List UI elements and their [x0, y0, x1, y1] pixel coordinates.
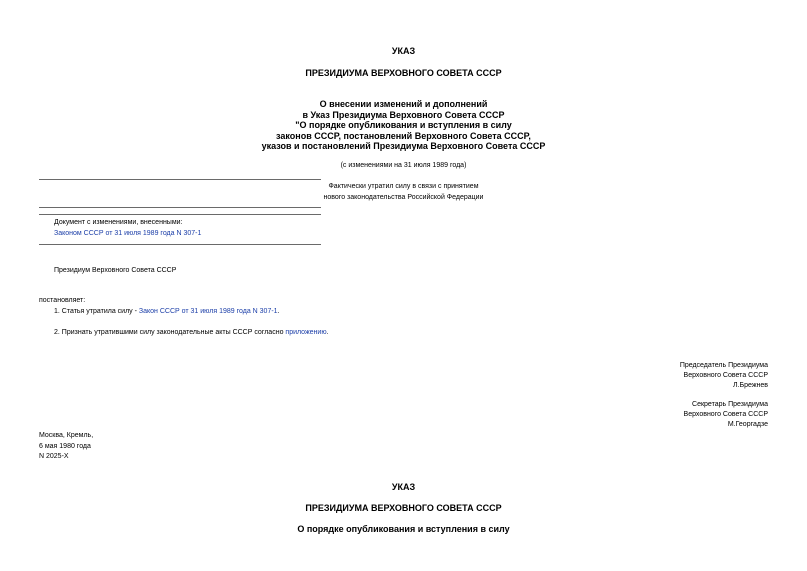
number-line: N 2025-X — [39, 453, 69, 460]
decrees-text: постановляет: — [39, 297, 86, 304]
issuer-text: Президиум Верховного Совета СССР — [54, 267, 177, 274]
signature-line: Верховного Совета СССР — [683, 372, 768, 379]
item-1-end: . — [277, 308, 280, 315]
place-date — [39, 431, 93, 463]
status-note — [0, 181, 807, 203]
secretary-signature — [684, 400, 768, 430]
second-decree-title: УКАЗ — [391, 482, 416, 492]
item-2-link[interactable]: приложению — [285, 329, 327, 336]
subject-line: "О порядке опубликования и вступления в силу — [295, 120, 512, 130]
item-2-end: . — [326, 329, 329, 336]
signature-line: Секретарь Президиума — [692, 401, 768, 408]
decree-issuer-title: ПРЕЗИДИУМА ВЕРХОВНОГО СОВЕТА СССР — [305, 68, 502, 78]
item-1-text: 1. Статья утратила силу - — [54, 308, 139, 315]
amendment-link[interactable]: Законом СССР от 31 июля 1989 года N 307-1 — [54, 229, 202, 237]
signature-line: Председатель Президиума — [679, 362, 768, 369]
place-line: Москва, Кремль, — [39, 432, 94, 439]
decree-subject — [0, 99, 807, 152]
amendments-box — [54, 218, 201, 239]
item-1 — [54, 308, 280, 315]
status-note-line: Фактически утратил силу в связи с принятием — [328, 183, 479, 190]
date-line: 6 мая 1980 года — [39, 442, 91, 450]
subject-line: в Указ Президиума Верховного Совета СССР — [302, 109, 505, 120]
subject-line: указов и постановлений Президиума Верховного Совета СССР — [261, 141, 546, 151]
divider — [39, 244, 321, 245]
item-1-link[interactable]: Закон СССР от 31 июля 1989 года N 307-1 — [138, 308, 278, 315]
signature-name: М.Георгадзе — [727, 421, 768, 428]
signature-name: Л.Брежнев — [733, 382, 768, 389]
item-2-text: 2. Признать утратившими силу законодательные акты СССР согласно — [54, 329, 286, 336]
second-decree-subject: О порядке опубликования и вступления в силу — [297, 524, 510, 534]
divider — [39, 207, 321, 208]
divider — [39, 214, 321, 215]
subject-line: О внесении изменений и дополнений — [319, 99, 488, 109]
chair-signature — [680, 361, 768, 391]
amended-note: (с изменениями на 31 июля 1989 года) — [340, 162, 467, 169]
item-2 — [54, 329, 329, 336]
signature-line: Верховного Совета СССР — [683, 411, 768, 418]
divider — [39, 179, 321, 180]
subject-line: законов СССР, постановлений Верховного Совета СССР, — [276, 130, 531, 141]
second-decree-issuer-title: ПРЕЗИДИУМА ВЕРХОВНОГО СОВЕТА СССР — [305, 503, 502, 513]
status-note-line: нового законодательства Российской Федерации — [323, 194, 484, 201]
decree-title: УКАЗ — [391, 46, 416, 56]
amendments-label: Документ с изменениями, внесенными: — [54, 219, 183, 226]
